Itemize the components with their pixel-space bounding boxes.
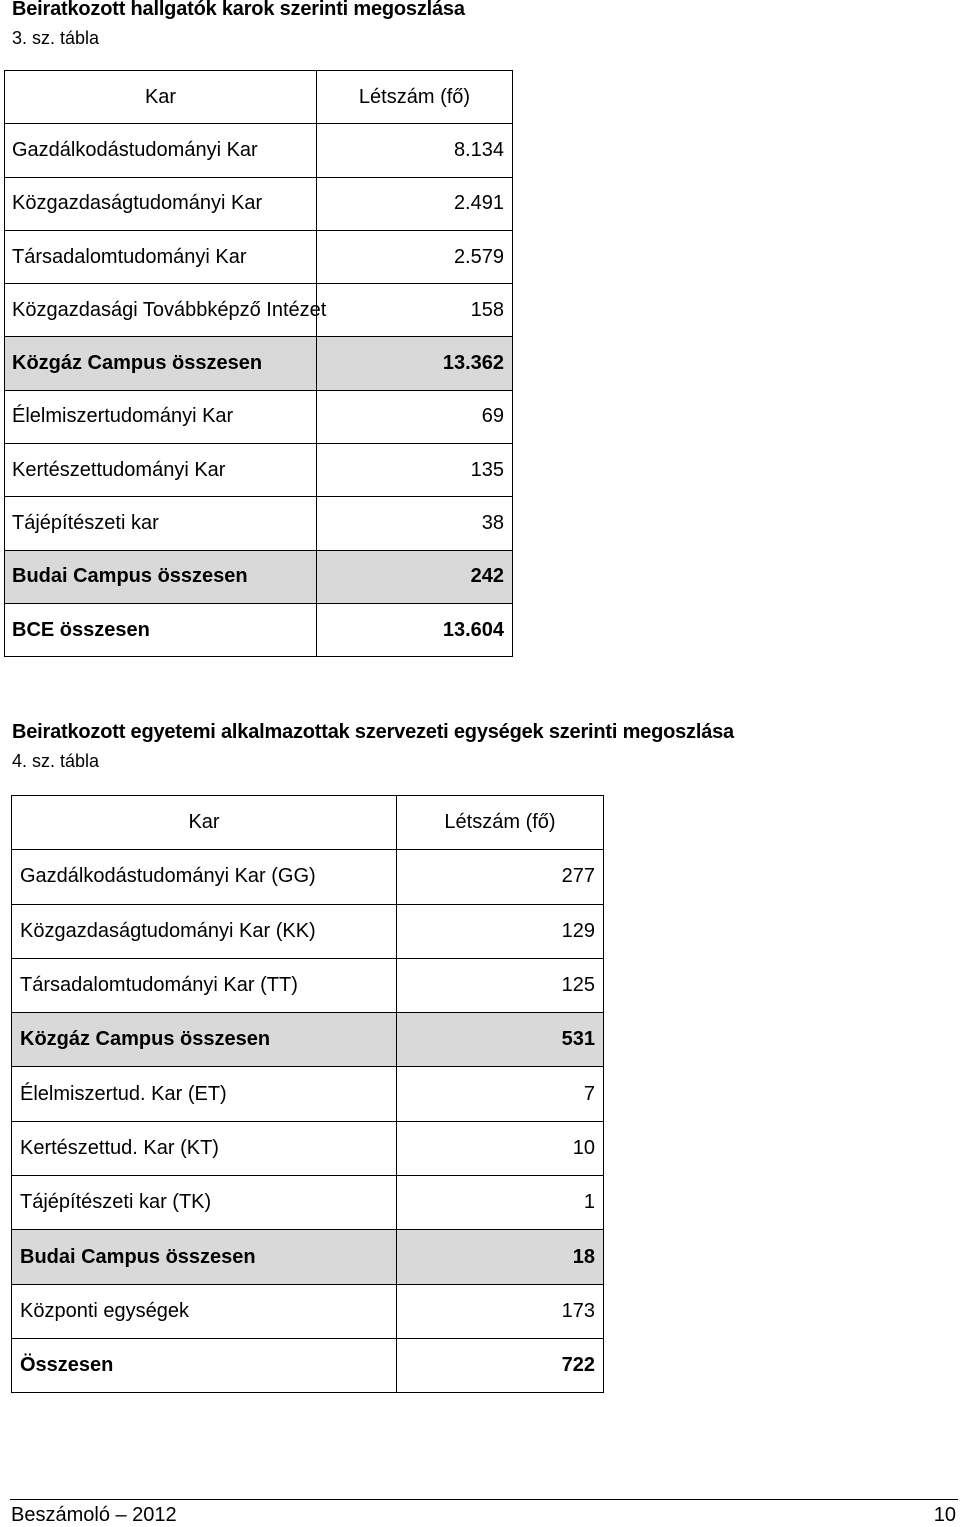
row-value: 277 [397, 850, 604, 904]
grand-total-row [12, 1338, 604, 1392]
row-value: 2.579 [317, 230, 513, 283]
table-row [12, 904, 604, 958]
row-name: Élelmiszertudományi Kar [5, 390, 317, 443]
row-value: 38 [317, 497, 513, 550]
table-header-row [5, 71, 513, 124]
row-name: Összesen [12, 1338, 397, 1392]
section2-title: Beiratkozott egyetemi alkalmazottak szervezeti egységek szerinti megoszlása [12, 721, 734, 743]
row-name: Közgáz Campus összesen [5, 337, 317, 390]
row-name: Közgazdasági Továbbképző Intézet [5, 284, 317, 337]
header-letszam: Létszám (fő) [317, 71, 513, 124]
row-name: Tájépítészeti kar (TK) [12, 1176, 397, 1230]
row-value: 13.604 [317, 603, 513, 656]
row-name: Gazdálkodástudományi Kar (GG) [12, 850, 397, 904]
subtotal-row [12, 1230, 604, 1284]
table-row [12, 1176, 604, 1230]
row-name: Gazdálkodástudományi Kar [5, 124, 317, 177]
header-kar: Kar [5, 71, 317, 124]
table-row [5, 284, 513, 337]
table-row [12, 850, 604, 904]
table-3 [4, 70, 513, 657]
row-value: 18 [397, 1230, 604, 1284]
row-name: Közgáz Campus összesen [12, 1013, 397, 1067]
row-value: 2.491 [317, 177, 513, 230]
row-name: Kertészettud. Kar (KT) [12, 1121, 397, 1175]
subtotal-row [5, 337, 513, 390]
section1-caption: 3. sz. tábla [12, 28, 100, 48]
row-value: 125 [397, 958, 604, 1012]
section2-caption: 4. sz. tábla [12, 751, 100, 771]
row-name: Budai Campus összesen [12, 1230, 397, 1284]
table-row [5, 177, 513, 230]
row-value: 531 [397, 1013, 604, 1067]
row-name: Központi egységek [12, 1284, 397, 1338]
table-row [5, 444, 513, 497]
table-row [12, 1121, 604, 1175]
row-value: 129 [397, 904, 604, 958]
table-row [5, 124, 513, 177]
table-row [12, 1067, 604, 1121]
row-value: 13.362 [317, 337, 513, 390]
row-name: Tájépítészeti kar [5, 497, 317, 550]
row-value: 8.134 [317, 124, 513, 177]
row-name: Kertészettudományi Kar [5, 444, 317, 497]
table-row [12, 1284, 604, 1338]
footer-divider [10, 1499, 958, 1500]
row-value: 1 [397, 1176, 604, 1230]
section1-title: Beiratkozott hallgatók karok szerinti megoszlása [12, 0, 465, 20]
row-name: Társadalomtudományi Kar [5, 230, 317, 283]
table-4 [11, 795, 604, 1393]
row-name: BCE összesen [5, 603, 317, 656]
row-value: 7 [397, 1067, 604, 1121]
row-value: 10 [397, 1121, 604, 1175]
row-value: 242 [317, 550, 513, 603]
subtotal-row [12, 1013, 604, 1067]
header-kar: Kar [12, 796, 397, 850]
grand-total-row [5, 603, 513, 656]
table-row [5, 390, 513, 443]
row-name: Közgazdaságtudományi Kar [5, 177, 317, 230]
table-row [5, 497, 513, 550]
header-letszam: Létszám (fő) [397, 796, 604, 850]
row-name: Társadalomtudományi Kar (TT) [12, 958, 397, 1012]
row-name: Közgazdaságtudományi Kar (KK) [12, 904, 397, 958]
row-value: 135 [317, 444, 513, 497]
table-header-row [12, 796, 604, 850]
row-value: 722 [397, 1338, 604, 1392]
subtotal-row [5, 550, 513, 603]
row-value: 173 [397, 1284, 604, 1338]
row-name: Élelmiszertud. Kar (ET) [12, 1067, 397, 1121]
row-value: 158 [317, 284, 513, 337]
table-row [5, 230, 513, 283]
footer-title: Beszámoló – 2012 [11, 1504, 177, 1526]
page-number: 10 [933, 1504, 956, 1526]
row-value: 69 [317, 390, 513, 443]
table-row [12, 958, 604, 1012]
row-name: Budai Campus összesen [5, 550, 317, 603]
